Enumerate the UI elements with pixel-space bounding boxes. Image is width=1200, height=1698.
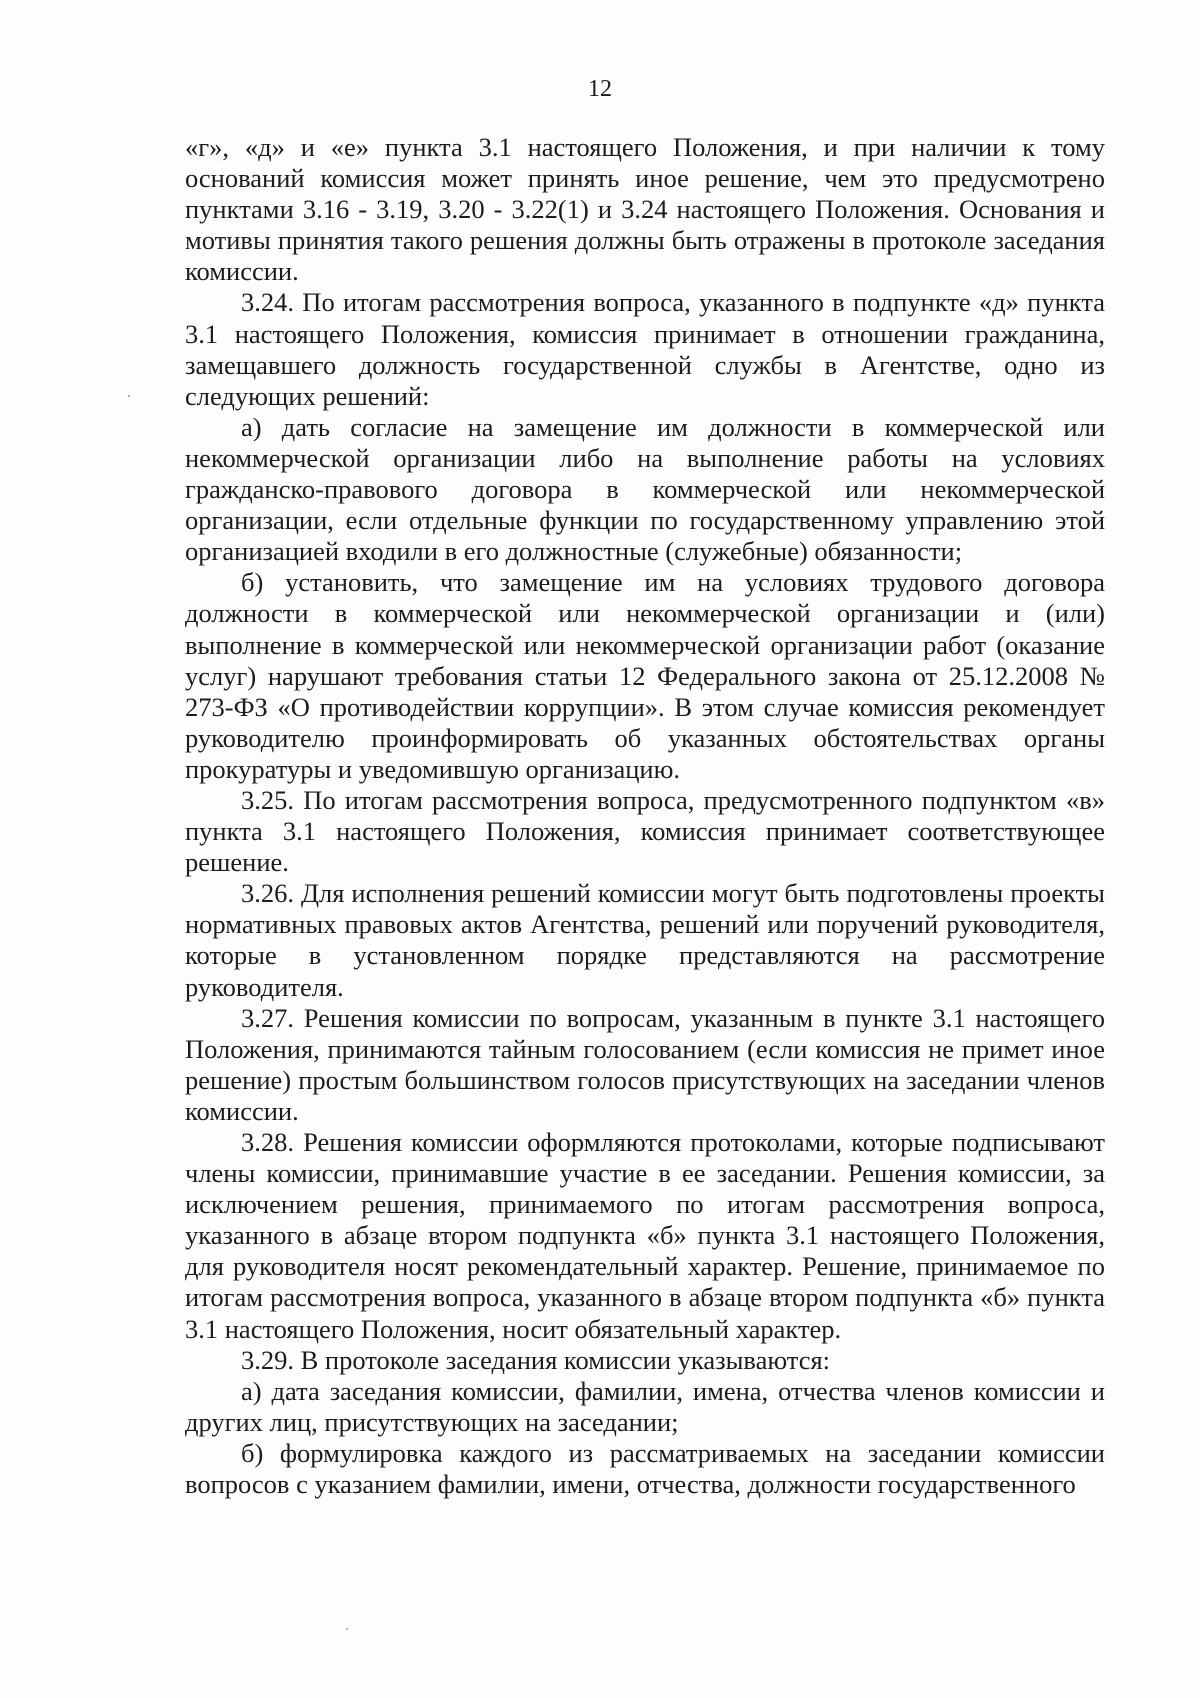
document-body (185, 132, 1105, 1500)
paragraph-3-24: 3.24. По итогам рассмотрения вопроса, указанного в подпункте «д» пункта 3.1 настоящего Положения, комиссия принимает в отношении гражданина, замещавшего должность государственной службы в Агентстве, одно из следующих решений: (185, 287, 1105, 411)
paragraph-3-24-a: а) дать согласие на замещение им должности в коммерческой или некоммерческой организации либо на выполнение работы на условиях гражданско-правового договора в коммерческой или некоммерческой организации, если отдельные функции по государственному управлению этой организацией входили в его должностные (служебные) обязанности; (185, 411, 1105, 567)
paragraph-3-24-b: б) установить, что замещение им на условиях трудового договора должности в коммерческой или некоммерческой организации и (или) выполнение в коммерческой или некоммерческой организации работ (оказание услуг) нарушают требования статьи 12 Федерального закона от 25.12.2008 № 273-ФЗ «О противодействии коррупции». В этом случае комиссия рекомендует руководителю проинформировать об указанных обстоятельствах органы прокуратуры и уведомившую организацию. (185, 567, 1105, 784)
paragraph-3-26: 3.26. Для исполнения решений комиссии могут быть подготовлены проекты нормативных правовых актов Агентства, решений или поручений руководителя, которые в установленном порядке представляются на рассмотрение руководителя. (185, 878, 1105, 1002)
scan-speck (128, 395, 130, 397)
paragraph-3-25: 3.25. По итогам рассмотрения вопроса, предусмотренного подпунктом «в» пункта 3.1 настоящего Положения, комиссия принимает соответствующее решение. (185, 784, 1105, 878)
page-number: 12 (588, 76, 612, 102)
paragraph-3-28: 3.28. Решения комиссии оформляются протоколами, которые подписывают члены комиссии, принимавшие участие в ее заседании. Решения комиссии, за исключением решения, принимаемого по итогам рассмотрения вопроса, указанного в абзаце втором подпункта «б» пункта 3.1 настоящего Положения, для руководителя носят рекомендательный характер. Решение, принимаемое по итогам рассмотрения вопроса, указанного в абзаце втором подпункта «б» пункта 3.1 настоящего Положения, носит обязательный характер. (185, 1127, 1105, 1344)
paragraph-3-27: 3.27. Решения комиссии по вопросам, указанным в пункте 3.1 настоящего Положения, принимаются тайным голосованием (если комиссия не примет иное решение) простым большинством голосов присутствующих на заседании членов комиссии. (185, 1002, 1105, 1126)
paragraph-3-29-a: а) дата заседания комиссии, фамилии, имена, отчества членов комиссии и других лиц, присутствующих на заседании; (185, 1375, 1105, 1437)
paragraph-continuation: «г», «д» и «е» пункта 3.1 настоящего Положения, и при наличии к тому оснований комиссия может принять иное решение, чем это предусмотрено пунктами 3.16 - 3.19, 3.20 - 3.22(1) и 3.24 настоящего Положения. Основания и мотивы принятия такого решения должны быть отражены в протоколе заседания комиссии. (185, 132, 1105, 287)
scan-speck (346, 1628, 348, 1630)
paragraph-3-29-b: б) формулировка каждого из рассматриваемых на заседании комиссии вопросов с указанием фамилии, имени, отчества, должности государственного (185, 1437, 1105, 1500)
paragraph-3-29: 3.29. В протоколе заседания комиссии указываются: (241, 1344, 831, 1375)
